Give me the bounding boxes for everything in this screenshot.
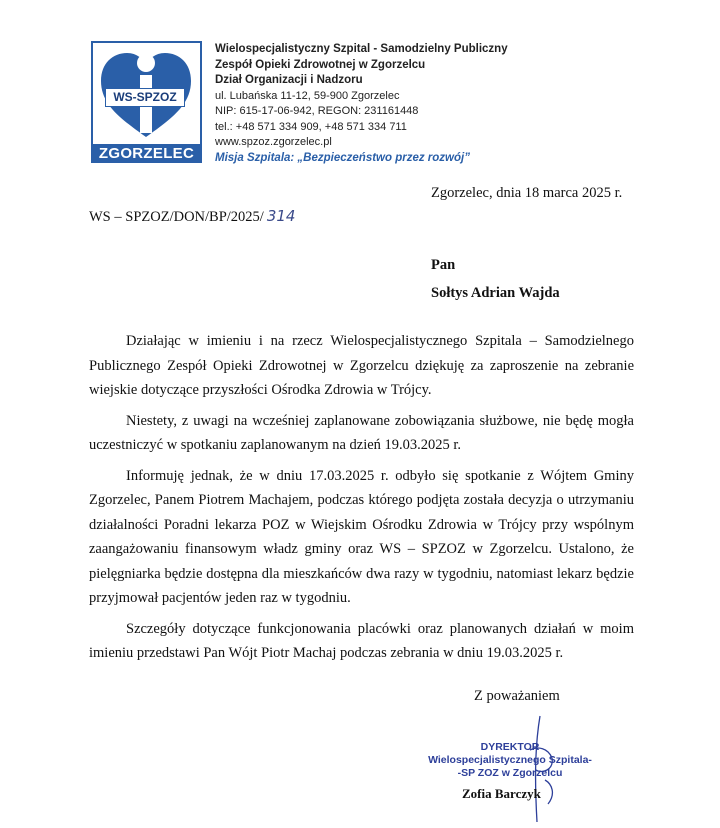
stamp-title: DYREKTOR [480, 741, 540, 753]
reference-prefix: WS – SPZOZ/DON/BP/2025/ [89, 209, 264, 225]
letterhead-website: www.spzoz.zgorzelec.pl [215, 136, 332, 148]
paragraph-2: Niestety, z uwagi na wcześniej zaplanowane zobowiązania służbowe, nie będę mogła uczestniczyć w spotkaniu zaplanowanym na dzień 19.03.2025 r. [89, 412, 634, 453]
paragraph-1: Działając w imieniu i na rzecz Wielospecjalistycznego Szpitala – Samodzielnego Publicznego Zespół Opieki Zdrowotnej w Zgorzelcu dziękuję za zaproszenie na zebranie wiejskie dotyczące przyszłości Ośrodka Zdrowia w Trójcy. [89, 333, 634, 398]
place-date: Zgorzelec, dnia 18 marca 2025 r. [431, 185, 623, 201]
director-stamp [420, 741, 600, 780]
addressee-name: Sołtys Adrian Wajda [431, 285, 560, 301]
paragraph-3: Informuję jednak, że w dniu 17.03.2025 r. odbyło się spotkanie z Wójtem Gminy Zgorzelec, Panem Piotrem Machajem, podczas którego podjęta została decyzja o utrzymaniu działalności Poradni lekarza POZ w Wiejskim Ośrodku Zdrowia w Trójcy przy wspólnym zaangażowaniu finansowym władz gminy oraz WS – SPZOZ w Zgorzelcu. Ustalono, że pielęgniarka będzie dostępna dla mieszkańców dwa razy w tygodniu, natomiast lekarz będzie przyjmował pacjentów jeden raz w tygodniu. [89, 467, 634, 606]
letterhead-nip: NIP: 615-17-06-942, REGON: 231161448 [215, 105, 419, 117]
letterhead-line-1: Wielospecjalistyczny Szpital - Samodzielny Publiczny [215, 43, 508, 55]
paragraph-4: Szczegóły dotyczące funkcjonowania placówki oraz planowanych działań w moim imieniu przedstawi Pan Wójt Piotr Machaj podczas zebrania w dniu 19.03.2025 r. [89, 620, 634, 661]
letterhead-phone: tel.: +48 571 334 909, +48 571 334 711 [215, 120, 407, 133]
closing: Z poważaniem [474, 688, 560, 704]
hospital-logo [91, 41, 202, 163]
letter-body [89, 329, 634, 672]
letterhead-line-3: Dział Organizacji i Nadzoru [215, 74, 363, 86]
reference-number [89, 207, 295, 226]
stamp-line-3: -SP ZOZ w Zgorzelcu [457, 767, 563, 779]
stamp-line-2: Wielospecjalistycznego Szpitala- [428, 754, 592, 766]
reference-handwritten-number: 314 [266, 207, 296, 225]
letterhead-address: ul. Lubańska 11-12, 59-900 Zgorzelec [215, 89, 400, 102]
letterhead-line-2: Zespół Opieki Zdrowotnej w Zgorzelcu [215, 58, 426, 71]
addressee-title: Pan [431, 257, 456, 273]
letterhead [215, 42, 508, 166]
logo-badge: WS-SPZOZ [105, 88, 185, 107]
letterhead-motto: Misja Szpitala: „Bezpieczeństwo przez rozwój” [215, 151, 470, 164]
signatory-name: Zofia Barczyk [462, 786, 541, 801]
logo-city: ZGORZELEC [91, 144, 202, 163]
